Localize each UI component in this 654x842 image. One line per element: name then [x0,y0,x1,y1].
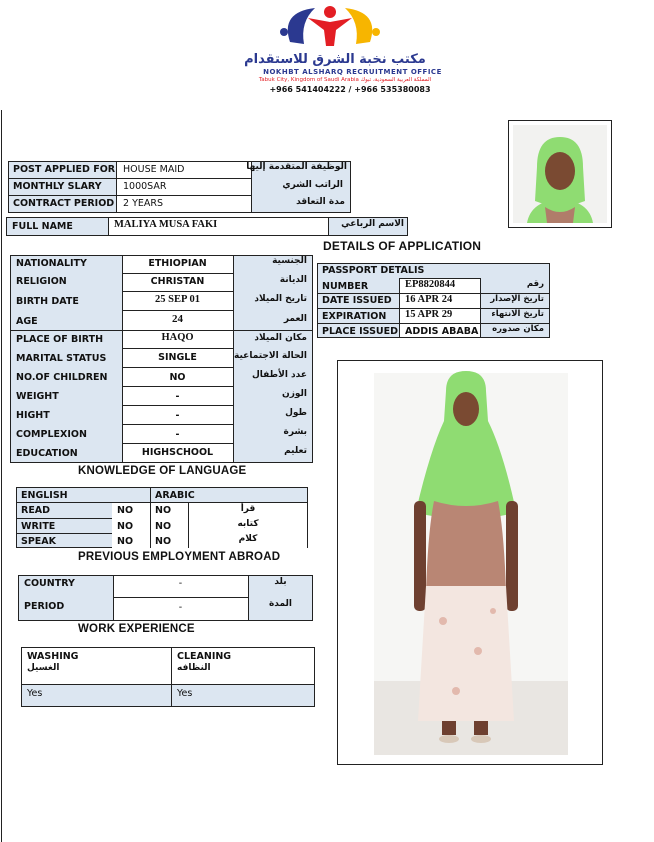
nationality-value: ETHIOPIAN [148,258,207,269]
passport-number-label: NUMBER [322,281,369,292]
washing-label-ar: الغسيل [27,663,60,673]
weight-value: - [175,391,180,402]
children-label: NO.OF CHILDREN [16,372,108,383]
place-of-birth-value: HAQO [161,332,194,343]
speak-label-ar: كلام [238,534,258,544]
children-label-ar: عدد الأطفال [251,370,307,380]
fullname-label: FULL NAME [12,221,73,232]
contract-period-value: 2 YEARS [123,198,163,209]
religion-label: RELIGION [16,276,67,287]
monthly-salary-value: 1000SAR [123,181,167,192]
cleaning-label: CLEANING [177,651,232,662]
language-heading: KNOWLEDGE OF LANGUAGE [78,465,247,477]
date-issued-label: DATE ISSUED [322,295,392,306]
work-values-shade [22,685,314,706]
country-value: - [178,578,183,589]
height-value: - [175,410,180,421]
period-value: - [178,602,183,613]
speak-label: SPEAK [21,536,57,547]
religion-value: CHRISTAN [150,276,205,287]
read-label: READ [21,505,51,516]
expiration-label: EXPIRATION [322,311,387,322]
post-applied-label: POST APPLIED FOR [13,164,116,175]
speak-arabic: NO [155,536,172,547]
write-label-ar: كتابه [237,519,259,529]
company-name-english: NOKHBT ALSHARQ RECRUITMENT OFFICE [263,68,442,76]
height-label-ar: طول [285,408,307,418]
complexion-value: - [175,429,180,440]
age-label: AGE [16,316,38,327]
weight-label-ar: الوزن [282,389,307,399]
details-heading: DETAILS OF APPLICATION [323,239,482,253]
complexion-label: COMPLEXION [16,429,87,440]
expiration-value: 15 APR 29 [405,309,453,320]
passport-number-label-ar: رقم [526,279,544,289]
country-label-ar: بلد [274,577,287,587]
page-left-border [1,110,2,842]
period-label: PERIOD [24,601,65,612]
expiration-label-ar: تاريخ الانتهاء [491,309,544,319]
birthdate-label-ar: تاريخ الميلاد [254,294,307,304]
write-label: WRITE [21,521,56,532]
education-label: EDUCATION [16,448,78,459]
speak-english: NO [117,536,134,547]
company-name-arabic: مكتب نخبة الشرق للاستقدام [244,52,426,67]
passport-photo [508,120,612,228]
monthly-salary-label-ar: الراتب الشري [282,180,343,190]
date-issued-value: 16 APR 24 [405,294,453,305]
passport-number-value: EP8820844 [405,279,456,290]
company-phones: +966 541404222 / +966 535380083 [269,85,431,94]
birthdate-label: BIRTH DATE [16,296,79,307]
country-label: COUNTRY [24,578,75,589]
children-value: NO [169,372,186,383]
full-body-photo [337,360,603,765]
read-label-ar: قرأ [240,504,256,514]
date-issued-label-ar: تاريخ الإصدار [490,294,544,304]
company-address: Tabuk City, Kingdom of Saudi Arabia المملكة العربية السعودية، تبوك [258,77,432,83]
birthdate-value: 25 SEP 01 [155,294,200,305]
write-english: NO [117,521,134,532]
passport-title: PASSPORT DETALIS [322,265,425,276]
post-applied-label-ar: الوظيفة المتقدمة إليها [246,162,347,172]
place-issued-value: ADDIS ABABA [405,326,479,337]
language-english-header: ENGLISH [21,490,68,501]
age-label-ar: العمر [283,314,307,324]
fullname-value: MALIYA MUSA FAKI [114,219,218,230]
marital-status-label-ar: الحالة الاجتماعية [234,351,307,361]
contract-period-label: CONTRACT PERIOD [13,198,115,209]
washing-value: Yes [27,688,43,699]
read-arabic: NO [155,505,172,516]
weight-label: WEIGHT [16,391,59,402]
place-issued-label-ar: مكان صدوره [492,324,544,334]
place-of-birth-label-ar: مكان الميلاد [254,333,307,343]
company-logo [270,2,390,52]
monthly-salary-label: MONTHLY SLARY [13,181,102,192]
washing-label: WASHING [27,651,79,662]
religion-label-ar: الديانة [279,275,307,285]
complexion-label-ar: بشرة [283,427,307,437]
nationality-label-ar: الجنسية [272,256,307,266]
employment-heading: PREVIOUS EMPLOYMENT ABROAD [78,551,281,563]
place-of-birth-label: PLACE OF BIRTH [16,334,104,345]
marital-status-label: MARITAL STATUS [16,353,107,364]
fullname-label-ar: الاسم الرباعي [341,219,404,229]
education-label-ar: تعليم [284,446,307,456]
height-label: HIGHT [16,410,50,421]
place-issued-label: PLACE ISSUED [322,326,399,337]
nationality-label: NATIONALITY [16,258,87,269]
contract-period-label-ar: مدة التعاقد [296,197,345,207]
read-english: NO [117,505,134,516]
age-value: 24 [172,313,183,325]
post-applied-value: HOUSE MAID [123,164,185,175]
education-value: HIGHSCHOOL [141,447,214,458]
work-heading: WORK EXPERIENCE [78,623,195,635]
period-label-ar: المدة [268,599,292,609]
cleaning-value: Yes [177,688,193,699]
marital-status-value: SINGLE [158,352,197,363]
cleaning-label-ar: النظافه [177,663,211,673]
write-arabic: NO [155,521,172,532]
language-arabic-header: ARABIC [155,490,195,501]
